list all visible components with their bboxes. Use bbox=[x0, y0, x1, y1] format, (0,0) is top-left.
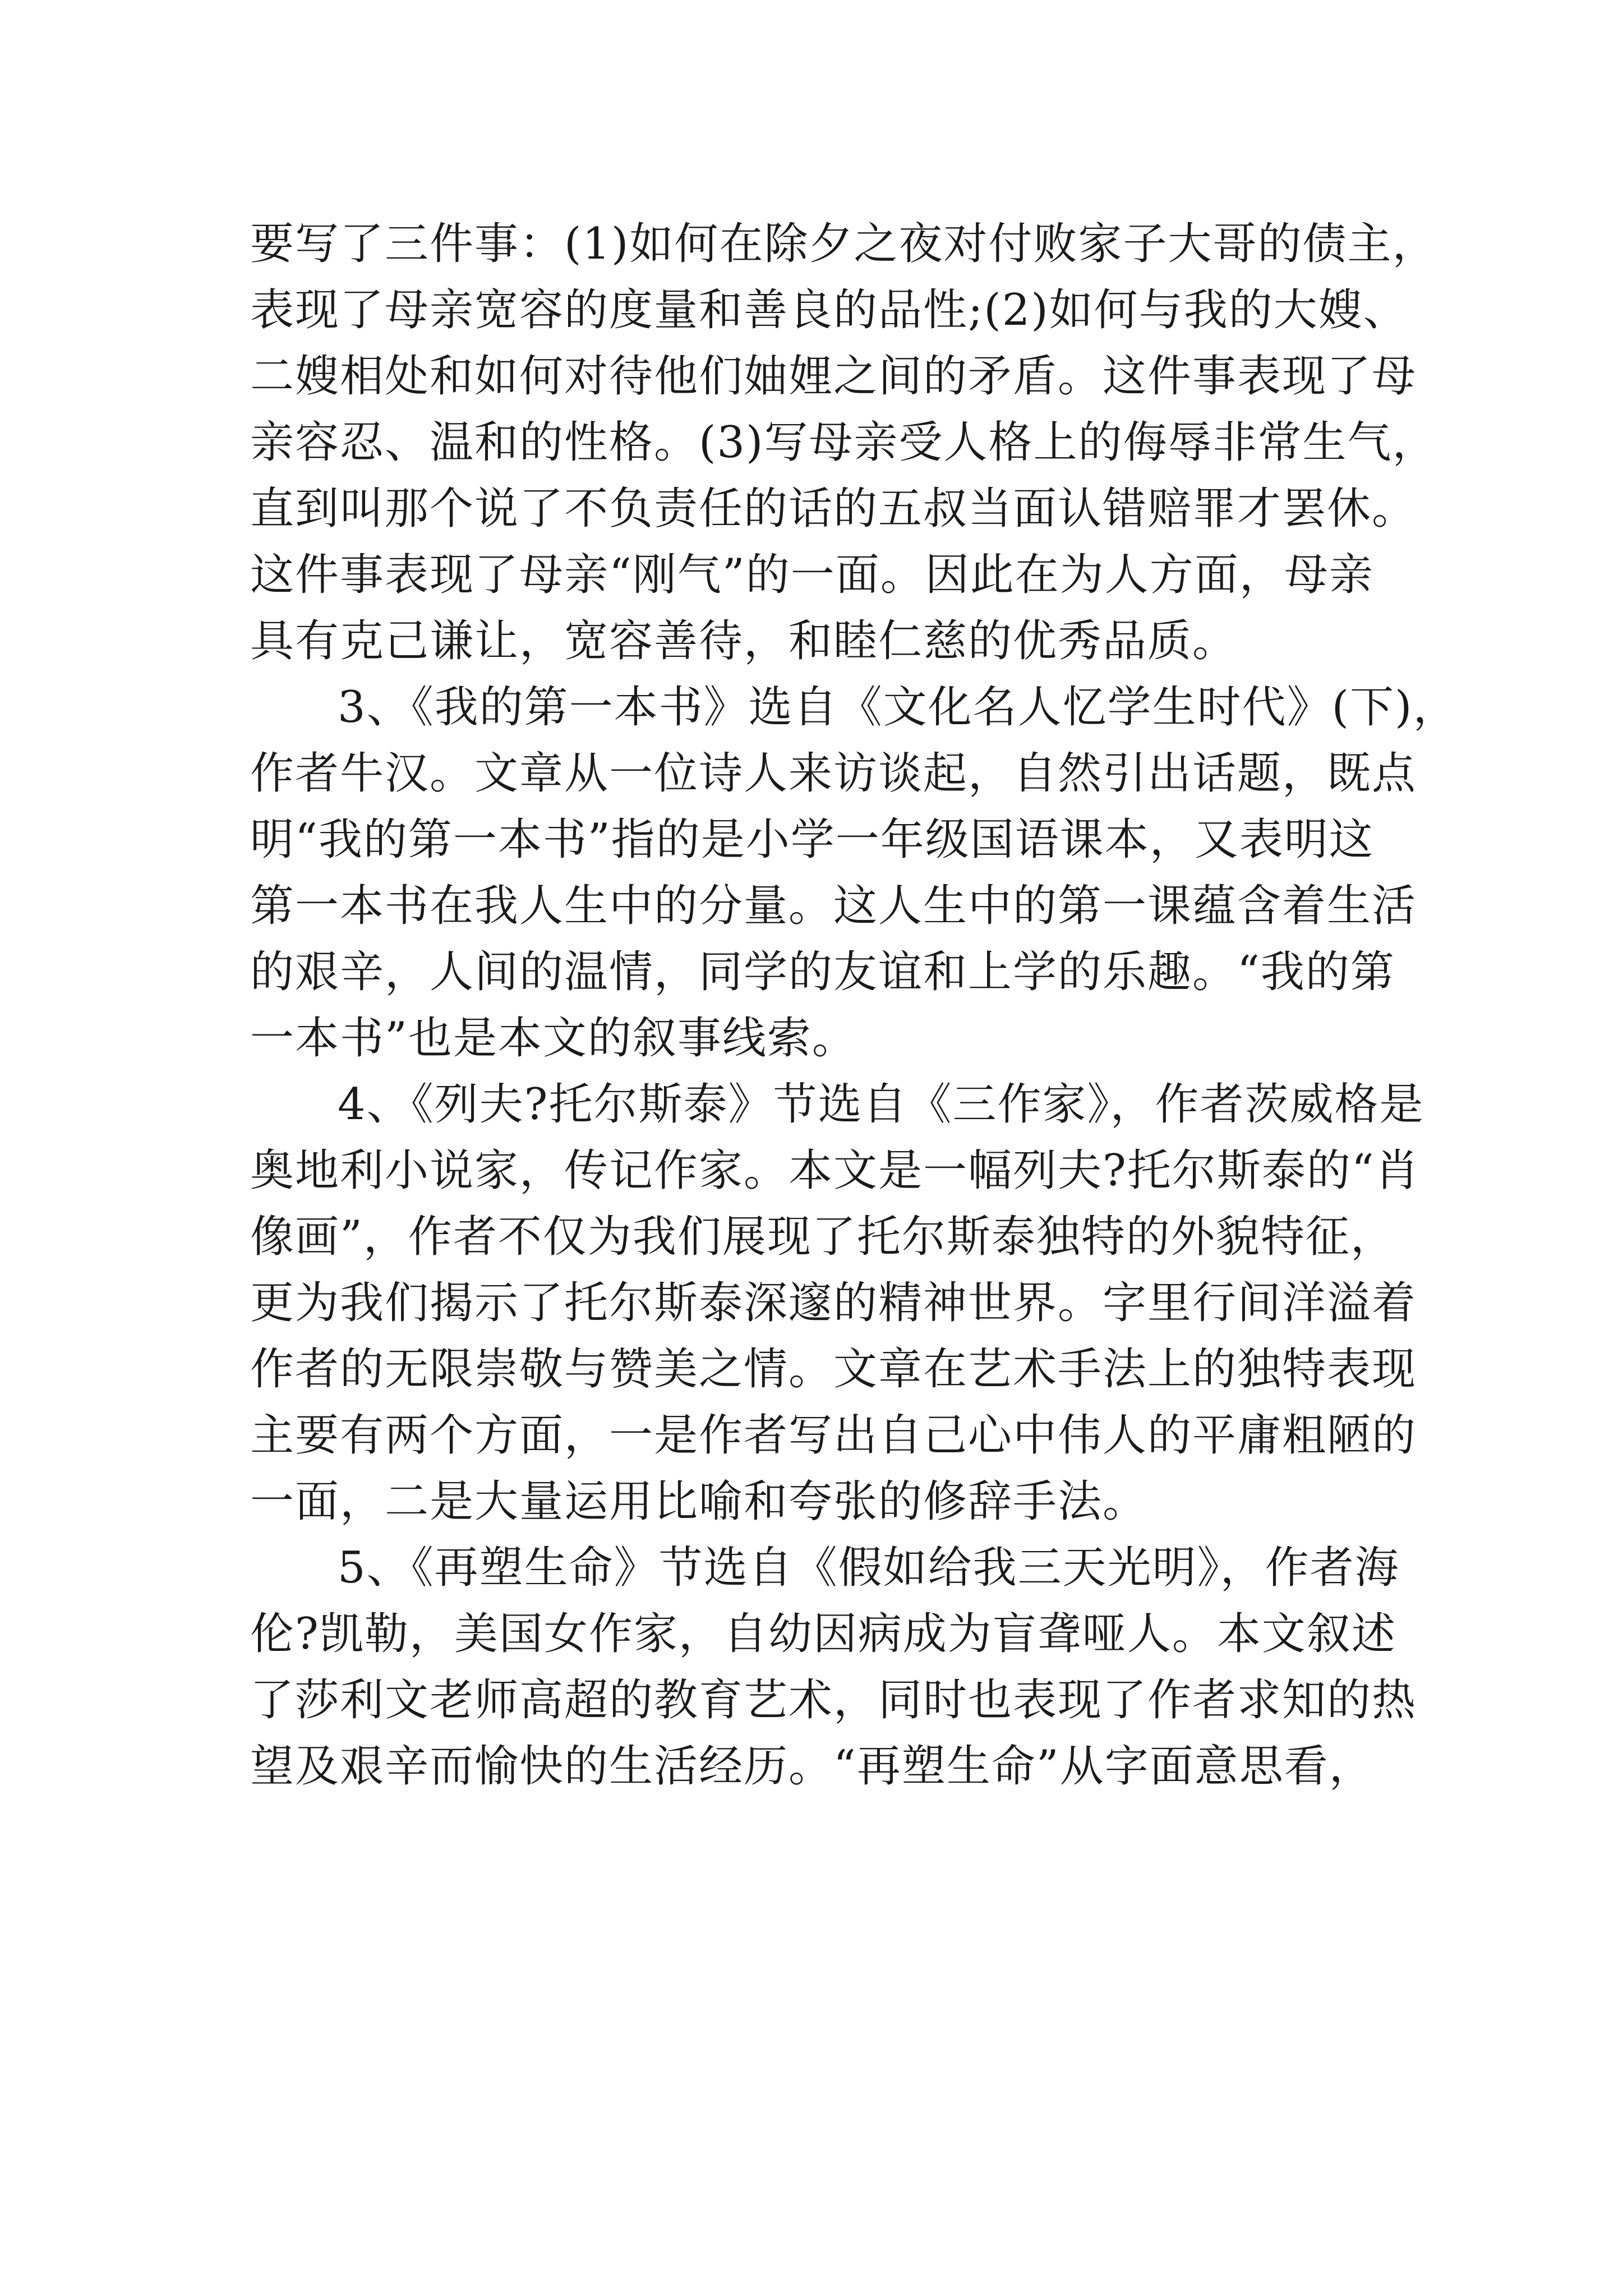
text-line: 具有克己谦让，宽容善待，和睦仁慈的优秀品质。 bbox=[250, 616, 1238, 666]
paragraph-start-line: 3、《我的第一本书》选自《文化名人忆学生时代》(下)， bbox=[338, 682, 1458, 733]
text-line: 更为我们揭示了托尔斯泰深邃的精神世界。字里行间洋溢着 bbox=[250, 1278, 1417, 1328]
text-line: 的艰辛，人间的温情，同学的友谊和上学的乐趣。“我的第 bbox=[250, 947, 1395, 997]
text-line: 望及艰辛而愉快的生活经历。“再塑生命”从字面意思看， bbox=[250, 1741, 1374, 1792]
text-line: 作者的无限崇敬与赞美之情。文章在艺术手法上的独特表现 bbox=[250, 1344, 1417, 1395]
text-line: 这件事表现了母亲“刚气”的一面。因此在为人方面，母亲 bbox=[250, 550, 1374, 600]
text-line: 亲容忍、温和的性格。(3)写母亲受人格上的侮辱非常生气， bbox=[250, 417, 1437, 468]
text-line: 了莎利文老师高超的教育艺术，同时也表现了作者求知的热 bbox=[250, 1675, 1417, 1726]
text-line: 第一本书在我人生中的分量。这人生中的第一课蕴含着生活 bbox=[250, 881, 1417, 931]
text-line: 伦?凯勒，美国女作家，自幼因病成为盲聋哑人。本文叙述 bbox=[250, 1609, 1396, 1659]
paragraph-start-line: 4、《列夫?托尔斯泰》节选自《三作家》，作者茨威格是 bbox=[338, 1079, 1424, 1130]
text-line: 二嫂相处和如何对待他们妯娌之间的矛盾。这件事表现了母 bbox=[250, 351, 1417, 402]
text-line: 像画”，作者不仅为我们展现了托尔斯泰独特的外貌特征， bbox=[250, 1212, 1395, 1262]
text-line: 明“我的第一本书”指的是小学一年级国语课本，又表明这 bbox=[250, 815, 1374, 865]
text-line: 直到叫那个说了不负责任的话的五叔当面认错赔罪才罢休。 bbox=[250, 484, 1417, 534]
body-text bbox=[250, 211, 1458, 1800]
text-line: 作者牛汉。文章从一位诗人来访谈起，自然引出话题，既点 bbox=[250, 748, 1417, 799]
text-line: 一面，二是大量运用比喻和夸张的修辞手法。 bbox=[250, 1476, 1148, 1527]
paragraph-start-line: 5、《再塑生命》节选自《假如给我三天光明》，作者海 bbox=[338, 1543, 1400, 1593]
text-line: 奥地利小说家，传记作家。本文是一幅列夫?托尔斯泰的“肖 bbox=[250, 1145, 1420, 1196]
text-line: 要写了三件事：(1)如何在除夕之夜对付败家子大哥的债主， bbox=[250, 219, 1437, 269]
text-line: 一本书”也是本文的叙事线索。 bbox=[250, 1013, 857, 1064]
text-line: 表现了母亲宽容的度量和善良的品性;(2)如何与我的大嫂、 bbox=[250, 285, 1408, 335]
text-line: 主要有两个方面，一是作者写出自己心中伟人的平庸粗陋的 bbox=[250, 1410, 1417, 1461]
